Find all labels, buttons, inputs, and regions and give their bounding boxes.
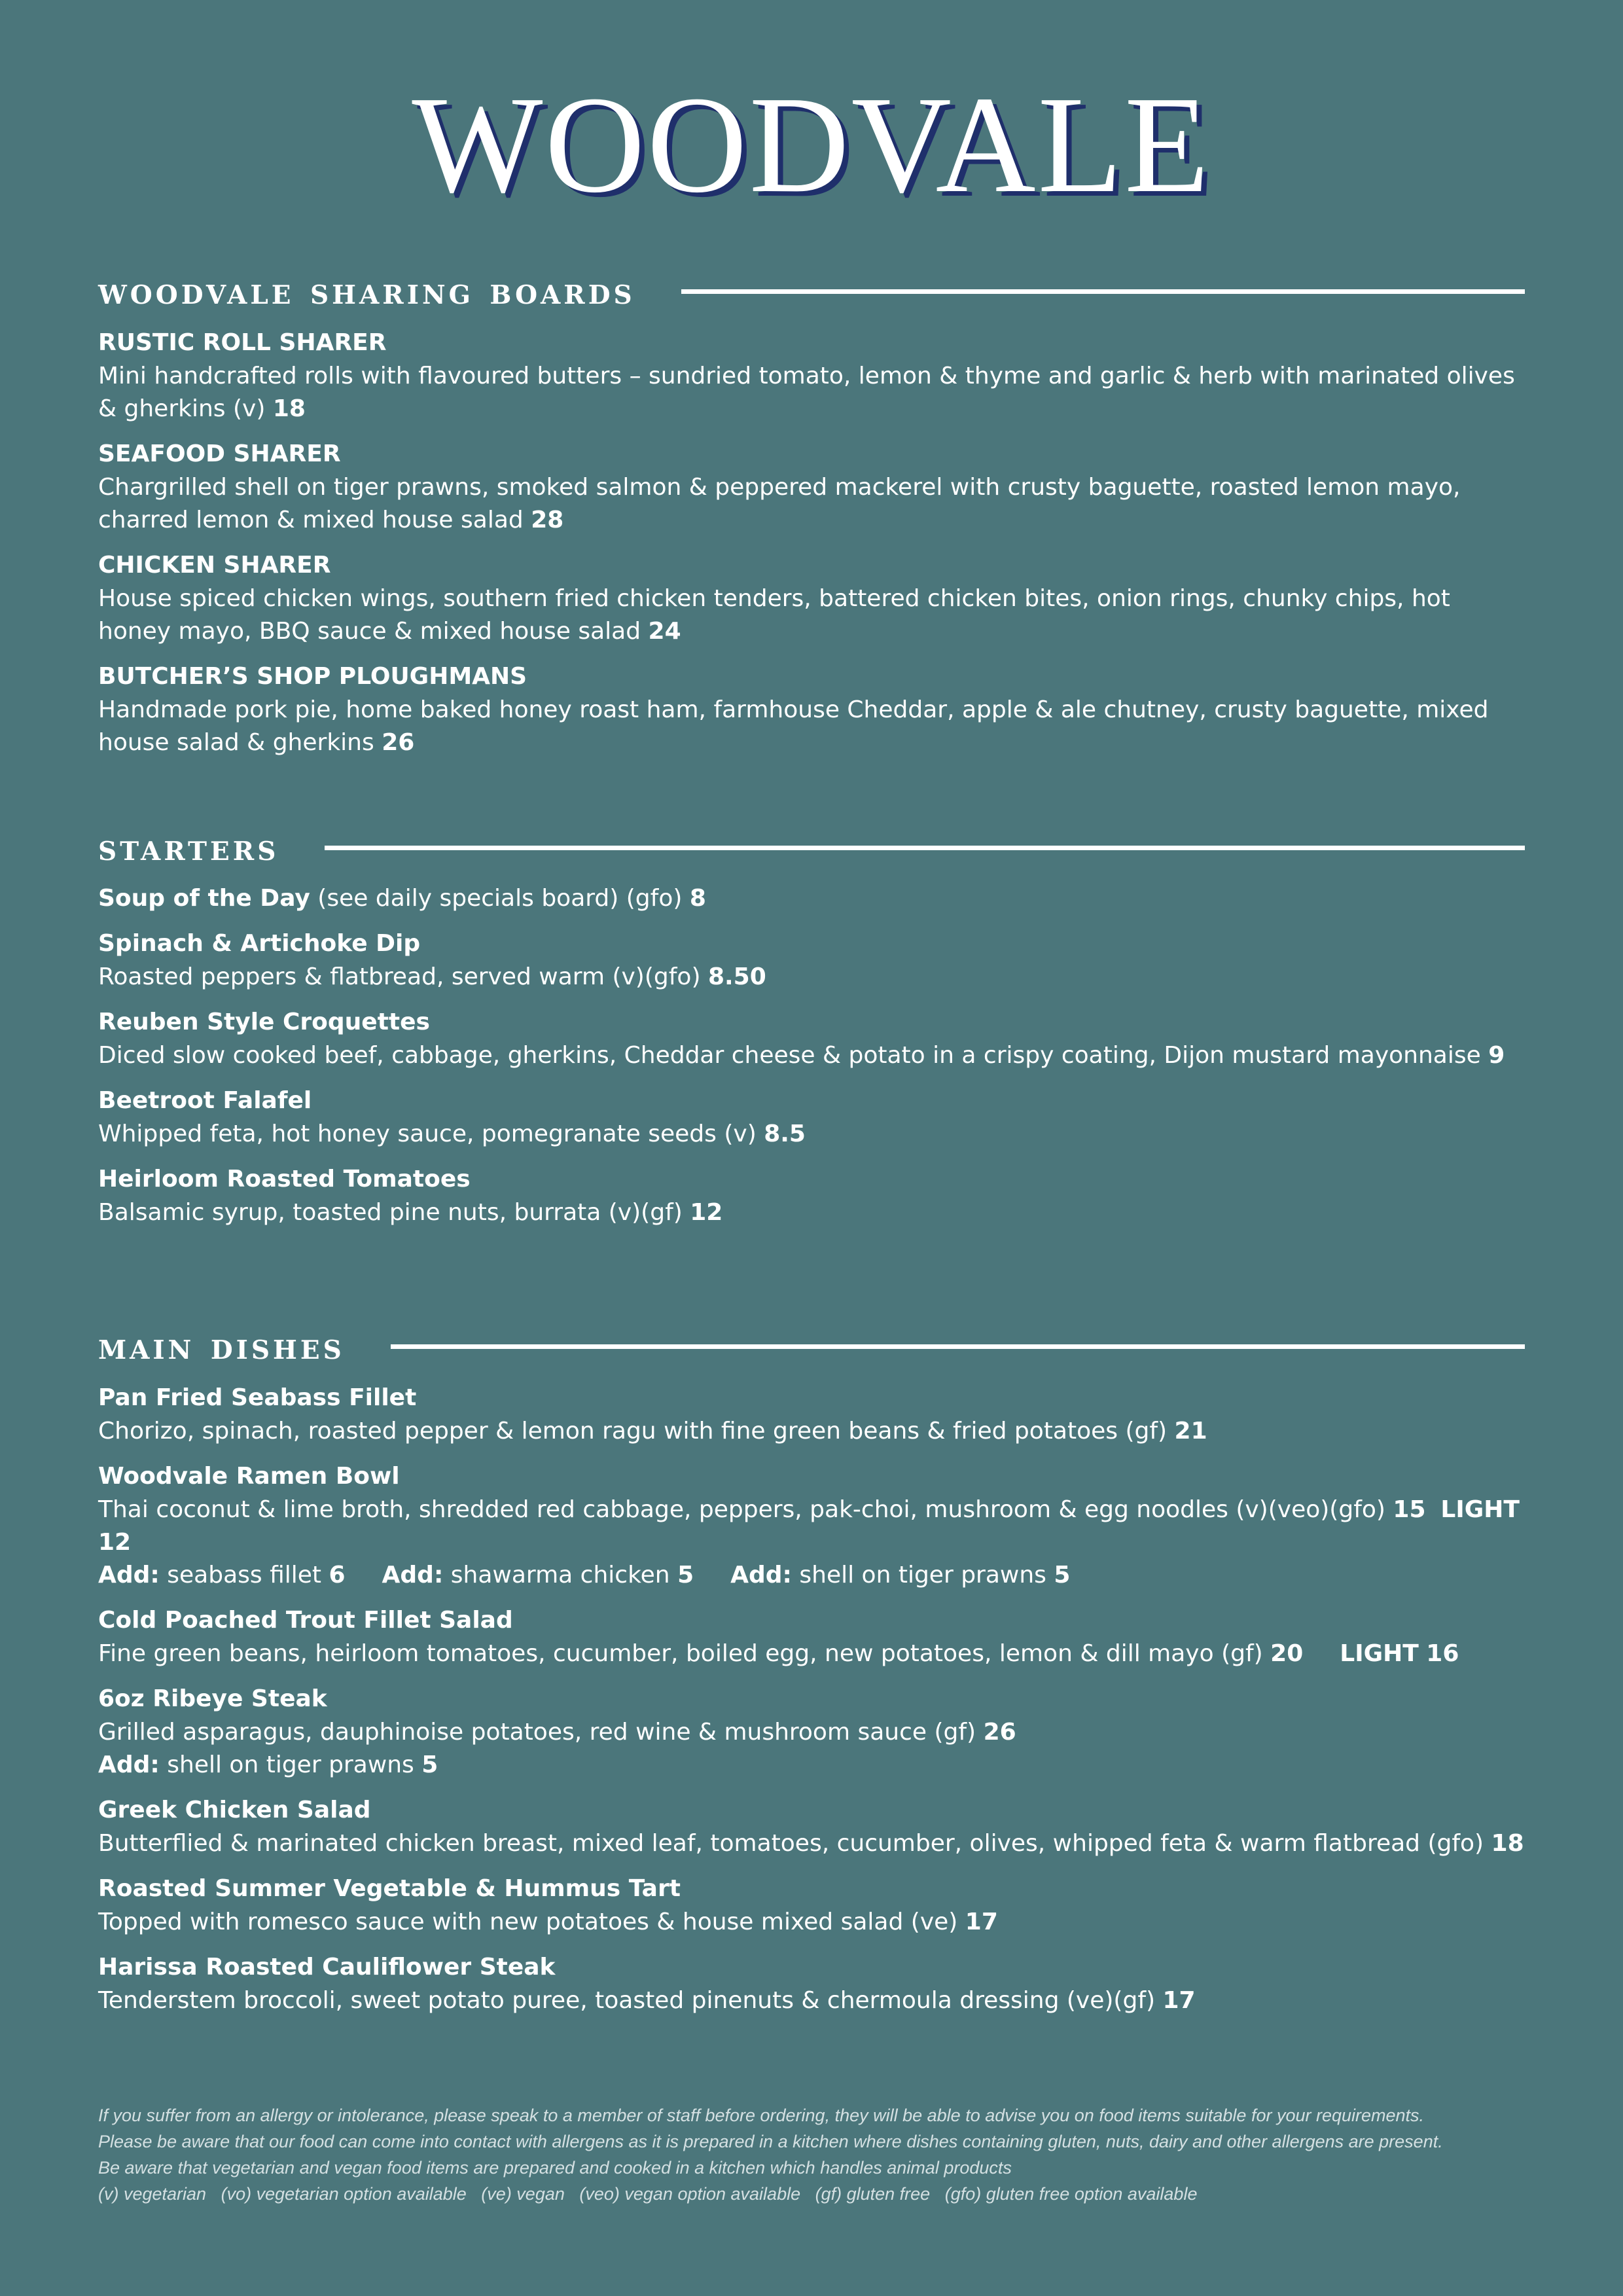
menu-item xyxy=(98,1950,1525,2017)
item-description: Mini handcrafted rolls with flavoured butters – sundried tomato, lemon & thyme and garlic & herb with marinated olives & gherkins (v) 18 xyxy=(98,363,1515,422)
item-name: Spinach & Artichoke Dip xyxy=(98,930,421,957)
item-name: CHICKEN SHARER xyxy=(98,552,331,579)
menu-item xyxy=(98,660,1525,759)
item-price: 18 xyxy=(1491,1830,1524,1857)
menu-item xyxy=(98,1084,1525,1151)
item-name: Reuben Style Croquettes xyxy=(98,1009,430,1035)
item-description: (see daily specials board) (gfo) xyxy=(317,885,683,912)
item-price: 8.50 xyxy=(707,963,766,990)
section-divider xyxy=(325,846,1525,850)
item-description: Chorizo, spinach, roasted pepper & lemon ragu with fine green beans & fried potatoes (gf) 21 xyxy=(98,1418,1207,1444)
item-price: 8 xyxy=(689,885,706,912)
item-price: 15 xyxy=(1393,1496,1426,1523)
item-name: Beetroot Falafel xyxy=(98,1087,312,1114)
item-name: Soup of the Day xyxy=(98,885,310,912)
allergen-line: Be aware that vegetarian and vegan food items are prepared and cooked in a kitchen which handles animal products xyxy=(98,2158,1012,2178)
section-header xyxy=(98,1317,1525,1376)
item-description: Balsamic syrup, toasted pine nuts, burrata (v)(gf) 12 xyxy=(98,1199,723,1226)
add-ons: Add: seabass fillet 6 Add: shawarma chicken 5 Add: shell on tiger prawns 5 xyxy=(98,1562,1071,1588)
item-description: Thai coconut & lime broth, shredded red cabbage, peppers, pak-choi, mushroom & egg noodles (v)(veo)(gfo) 15 LIGHT 12 xyxy=(98,1496,1520,1556)
allergen-notice xyxy=(98,2102,1538,2207)
item-description: Diced slow cooked beef, cabbage, gherkins, Cheddar cheese & potato in a crispy coating, Dijon mustard mayonnaise 9 xyxy=(98,1042,1505,1069)
item-name: RUSTIC ROLL SHARER xyxy=(98,329,387,356)
add-ons: Add: shell on tiger prawns 5 xyxy=(98,1751,438,1778)
item-description: Chargrilled shell on tiger prawns, smoked salmon & peppered mackerel with crusty baguette, roasted lemon mayo, charred lemon & mixed house salad 28 xyxy=(98,474,1461,533)
starters-section xyxy=(98,818,1525,1229)
section-divider xyxy=(391,1344,1525,1349)
menu-item xyxy=(98,1162,1525,1229)
item-name: Heirloom Roasted Tomatoes xyxy=(98,1166,471,1193)
item-description: Whipped feta, hot honey sauce, pomegranate seeds (v) 8.5 xyxy=(98,1121,806,1147)
light-price: 16 xyxy=(1426,1640,1459,1667)
menu-item xyxy=(98,1604,1525,1670)
item-name: Pan Fried Seabass Fillet xyxy=(98,1384,417,1411)
menu-item xyxy=(98,437,1525,537)
item-price: 18 xyxy=(272,395,306,422)
item-description: Topped with romesco sauce with new potatoes & house mixed salad (ve) 17 xyxy=(98,1909,998,1935)
menu-item xyxy=(98,927,1525,994)
menu-item xyxy=(98,548,1525,648)
menu-item xyxy=(98,326,1525,425)
item-description: Butterflied & marinated chicken breast, mixed leaf, tomatoes, cucumber, olives, whipped feta & warm flatbread (gfo) 18 xyxy=(98,1830,1524,1857)
item-name: BUTCHER’S SHOP PLOUGHMANS xyxy=(98,663,527,690)
section-title: main dishes xyxy=(98,1325,345,1368)
section-header xyxy=(98,262,1525,321)
menu-item xyxy=(98,1381,1525,1448)
menu-item xyxy=(98,1872,1525,1939)
item-price: 24 xyxy=(648,618,681,645)
light-label: LIGHT xyxy=(1440,1496,1520,1523)
item-price: 26 xyxy=(983,1719,1016,1746)
menu-item-soup xyxy=(98,882,1525,915)
section-title: woodvale sharing boards xyxy=(98,270,635,313)
item-name: Cold Poached Trout Fillet Salad xyxy=(98,1607,513,1634)
item-name: Greek Chicken Salad xyxy=(98,1797,371,1823)
item-price: 17 xyxy=(1162,1987,1196,2014)
item-price: 12 xyxy=(690,1199,723,1226)
item-price: 28 xyxy=(531,507,564,533)
item-price: 17 xyxy=(965,1909,998,1935)
menu-item xyxy=(98,1460,1525,1592)
item-description: Roasted peppers & flatbread, served warm (v)(gfo) 8.50 xyxy=(98,963,766,990)
item-price: 26 xyxy=(382,729,415,756)
menu-item xyxy=(98,1682,1525,1782)
item-description: House spiced chicken wings, southern fried chicken tenders, battered chicken bites, onion rings, chunky chips, hot honey mayo, BBQ sauce & mixed house salad 24 xyxy=(98,585,1450,645)
section-header xyxy=(98,818,1525,877)
section-title: starters xyxy=(98,826,279,869)
item-name: Roasted Summer Vegetable & Hummus Tart xyxy=(98,1875,681,1902)
item-name: 6oz Ribeye Steak xyxy=(98,1685,327,1712)
light-price: 12 xyxy=(98,1529,132,1556)
item-price: 20 xyxy=(1270,1640,1304,1667)
item-description: Tenderstem broccoli, sweet potato puree, toasted pinenuts & chermoula dressing (ve)(gf) 17 xyxy=(98,1987,1196,2014)
item-price: 8.5 xyxy=(764,1121,806,1147)
allergen-line: Please be aware that our food can come into contact with allergens as it is prepared in a kitchen where dishes containing gluten, nuts, dairy and other allergens are present. xyxy=(98,2132,1443,2151)
section-divider xyxy=(681,289,1525,294)
menu-item xyxy=(98,1005,1525,1072)
dietary-key: (v) vegetarian (vo) vegetarian option available (ve) vegan (veo) vegan option available (gf) gluten free (gfo) gluten free option available xyxy=(98,2184,1198,2204)
allergen-line: If you suffer from an allergy or intolerance, please speak to a member of staff before ordering, they will be able to advise you on food items suitable for your requirements. xyxy=(98,2106,1425,2125)
item-name: Harissa Roasted Cauliflower Steak xyxy=(98,1954,556,1981)
item-name: SEAFOOD SHARER xyxy=(98,440,341,467)
item-description: Fine green beans, heirloom tomatoes, cucumber, boiled egg, new potatoes, lemon & dill mayo (gf) 20 LIGHT 16 xyxy=(98,1640,1459,1667)
main-dishes-section xyxy=(98,1317,1525,2017)
item-price: 9 xyxy=(1488,1042,1505,1069)
item-description: Grilled asparagus, dauphinoise potatoes, red wine & mushroom sauce (gf) 26 xyxy=(98,1719,1016,1746)
restaurant-title: WOODVALE xyxy=(412,67,1211,221)
sharing-boards-section xyxy=(98,262,1525,759)
item-description: Handmade pork pie, home baked honey roast ham, farmhouse Cheddar, apple & ale chutney, crusty baguette, mixed house salad & gherkins 26 xyxy=(98,696,1489,756)
light-label: LIGHT xyxy=(1340,1640,1419,1667)
menu-item xyxy=(98,1793,1525,1860)
item-name: Woodvale Ramen Bowl xyxy=(98,1463,400,1490)
item-price: 21 xyxy=(1174,1418,1207,1444)
